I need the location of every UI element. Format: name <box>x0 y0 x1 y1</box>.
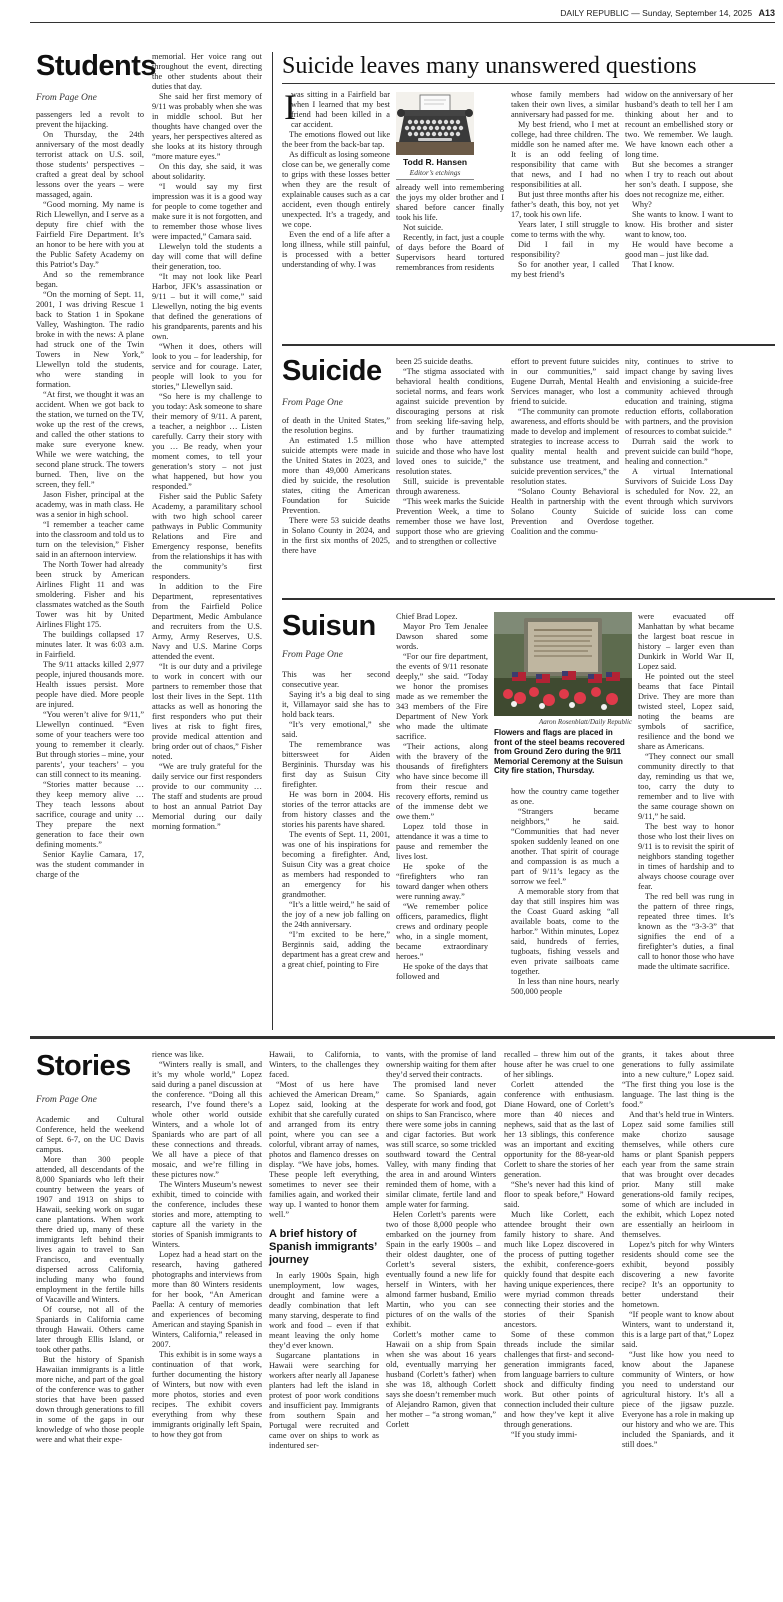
paragraph: He was born in 2004. His stories of the terror attacks are from history classes and the stories his parents have shared. <box>282 790 390 829</box>
paragraph: “She’s never had this kind of floor to speak before,” Howard said. <box>504 1180 614 1209</box>
paragraph: Senior Kaylie Camara, 17, was the student commander in charge of the <box>36 850 144 879</box>
memorial-photo <box>494 612 632 716</box>
header-text: DAILY REPUBLIC — Sunday, September 14, 2025 <box>560 8 753 18</box>
paragraph: Jason Fisher, principal at the academy, was in math class. He was a senior in high school. <box>36 490 144 519</box>
paragraph: In less than nine hours, nearly 500,000 people <box>511 977 619 996</box>
paragraph: The promised land never came. So Spaniards, again desperate for work and food, got on ships to San Francisco, where there were some jobs in canning and cigar factories. But work was still scarce, so some trickled southward toward the Central Valley, with many finding that the area in and around Winters reminded them of home, with a similar climate, fertile land and ample water for farming. <box>386 1080 496 1209</box>
paragraph: Durrah said the work to prevent suicide can build “hope, healing and connection.” <box>625 437 733 466</box>
paragraph: In early 1900s Spain, high unemployment, low wages, drought and famine were a deadly combination that left many starving, desperate to find work and food – even if that meant leaving the only home they’d ever known. <box>269 1271 379 1350</box>
suicide-col1 <box>282 416 390 556</box>
students-from-page-one: From Page One <box>36 93 97 103</box>
column-col4 <box>625 90 733 270</box>
photo-caption: Flowers and flags are placed in front of the steel beams recovered from Ground Zero during the 9/11 Memorial Ceremony at the Suisun City fire station, Thursday. <box>494 728 625 775</box>
paragraph: This was her second consecutive year. <box>282 670 390 689</box>
paragraph: Corlett attended the conference with enthusiasm. Diane Howard, one of Corlett’s more than 40 nieces and nephews, said that as the last of her 13 siblings, this conference was an important and exciting opportunity for the 88-year-old Corlett to share the stories of her generation. <box>504 1080 614 1179</box>
paragraph: “I’m excited to be here,” Berginnis said, adding the department has a great crew and a great chief, pointing to Fire <box>282 930 390 969</box>
author-box-rule <box>396 179 474 180</box>
paragraph: But the history of Spanish Hawaiian immigrants is a little more niche, and part of the goal of the conference was to gather stories that have been passed down through generations to fill in some of the gaps in our knowledge of who those people were and what their expe- <box>36 1355 144 1444</box>
paragraph: were evacuated off Manhattan by what became the largest boat rescue in history – larger even than Dunkirk in World War II, Lopez said. <box>638 612 734 671</box>
stories-col6 <box>622 1050 734 1450</box>
paragraph: been 25 suicide deaths. <box>396 357 473 366</box>
suisun-headline: Suisun <box>282 610 376 642</box>
paragraph: “Just like how you need to know about the Japanese community of Winters, or how you need to understand our agricultural history. It’s all a piece of the jigsaw puzzle. Everyone has a role in making up our history and who we are. This included the Spaniards, and it still does.” <box>622 1350 734 1449</box>
paragraph: Some of these common threads include the similar challenges that first- and second-generation immigrants faced, from language barriers to culture shock and difficulty finding work. But other points of connection included their culture and how they’ve kept it alive through generations. <box>504 1330 614 1429</box>
paragraph: But just three months after his father’s death, this boy, not yet 17, took his own life. <box>511 190 619 219</box>
paragraph: A memorable story from that day that still inspires him was the Coast Guard asking “all available boats, come to the harbor.” Within minutes, Lopez said, hundreds of ferries, tugboats, fishing vessels and even private sailboats came together. <box>511 887 619 976</box>
typewriter-photo <box>396 92 474 155</box>
paragraph: Mayor Pro Tem Jenalee Dawson shared some words. <box>396 622 488 651</box>
paragraph: “Good morning. My name is Rich Llewellyn, and I serve as a deputy fire chief with the Fairfield Fire Department. It’s an honor to be here with you at the Public Safety Academy on this Patriot’s Day.” <box>36 200 144 269</box>
paragraph: An estimated 1.5 million suicide attempts were made in the United States in 2023, and more than 49,000 Americans died by suicide, the resolution states, citing the American Foundation for Suicide Prevention. <box>282 436 390 515</box>
paragraph: Academic and Cultural Conference, held the weekend of Sept. 6-7, on the UC Davis campus. <box>36 1115 144 1154</box>
paragraph: The emotions flowed out like the beer from the back-bar tap. <box>282 130 390 149</box>
paragraph: A virtual International Survivors of Suicide Loss Day is scheduled for Nov. 22, an event through which survivors of suicide loss can come together. <box>625 467 733 526</box>
paragraph: The remembrance was bittersweet for Aiden Bergininis. Thursday was his first day as Suisun City firefighter. <box>282 740 390 789</box>
paragraph: vants, with the promise of land ownership waiting for them after they’d served their contracts. <box>386 1050 496 1079</box>
memorial-plaque-icon <box>494 612 632 716</box>
students-headline: Students <box>36 50 157 82</box>
paragraph: Saying it’s a big deal to sing it, Villamayor said she has to hold back tears. <box>282 690 390 719</box>
paragraph: effort to prevent future suicides in our communities,” said Eugene Durrah, Mental Health Services manager, who lost a friend to suicide. <box>511 357 619 406</box>
paragraph: She said her first memory of 9/11 was probably when she was in middle school. But her thoughts have changed over the years, her perspectives altered as she looks at its history through “more mature eyes.” <box>152 92 262 161</box>
paragraph: The Winters Museum’s newest exhibit, timed to coincide with the conference, includes these stories and more, attempting to capture all the variety in the stories of Spanish immigrants to Winters. <box>152 1180 262 1249</box>
column-divider <box>272 52 273 1030</box>
column-headline: Suicide leaves many unanswered questions <box>282 53 697 79</box>
paragraph: Of course, not all of the Spaniards in California came through Hawaii. Others came later through Ellis Island, or took other paths. <box>36 1305 144 1354</box>
paragraph: Even the end of a life after a long illness, while still painful, is processed with a better understanding of why. I was <box>282 230 390 269</box>
suicide-from-page-one: From Page One <box>282 398 343 408</box>
paragraph: The red bell was rung in the pattern of three rings, repeated three times. It’s known as the “3-3-3” that signifies the end of a firefighter’s duties, a final call to honor those who have made the ultimate sacrifice. <box>638 892 734 971</box>
paragraph: “On the morning of Sept. 11, 2001, I was driving Rescue 1 back to Station 1 in Spokane Valley, Washington. The radio broke in with the news: A plane had struck one of the Twin Towers in New York,” Llewellyn told the students, who were standing in formation. <box>36 290 144 389</box>
paragraph: As difficult as losing someone close can be, we generally come to grips with these losses better when they are the result of explainable causes such as a car accident, even though entirely unexpected. It’s a tragedy, and we cope. <box>282 150 390 229</box>
suicide-col4 <box>625 357 733 527</box>
stories-col2 <box>152 1050 262 1440</box>
paragraph: That I know. <box>632 260 675 269</box>
paragraph: The events of Sept. 11, 2001, was one of his inspirations for becoming a firefighter. And, Suisun City was a great choice as members had responded to an emergency for his grandmother. <box>282 830 390 899</box>
paragraph: Not suicide. <box>403 223 444 232</box>
paragraph: widow on the anniversary of her husband’s death to tell her I am thinking about her and to recount an embellished story or two. We remember. We laugh. We have known each other a long time. <box>625 90 733 159</box>
suisun-col4 <box>638 612 734 972</box>
paragraph: Much like Corlett, each attendee brought their own family history to share. And much like Lopez discovered in the process of putting together the exhibit, conference-goers quickly found that despite each having unique experiences, there were myriad common threads connecting their stories and the stories of their Spanish ancestors. <box>504 1210 614 1329</box>
typewriter-icon <box>396 92 474 155</box>
paragraph: “Most of us here have achieved the American Dream,” Lopez said, looking at the exhibit that she carefully curated and arranged from its entry point, where you can see a colorful, vibrant array of names, photos and flamenco dresses on display. “We have jobs, homes. These people left everything, sometimes to never see their families again, and worked their way up. I wanted to honor them well.” <box>269 1080 379 1219</box>
paragraph: My best friend, who I met at college, had three children. The middle son he named after me. It is an odd feeling of responsibility that came with that news, and I had no responsibilities at all. <box>511 120 619 189</box>
paragraph: More than 300 people attended, all descendants of the 8,000 Spaniards who left their country between the years of 1907 and 1913 on ships to Hawaii, seeking work on sugar cane plantations. When work there dried up, many of these immigrants left behind their lives again to travel to San Francisco, and eventually dispersed across California, including many who found employment in the fertile hills of Vacaville and Winters. <box>36 1155 144 1304</box>
paragraph: “When it does, others will look to you – for leadership, for service and for courage. Later, people will look to you for stories,” Llewellyn said. <box>152 342 262 391</box>
stories-col4 <box>386 1050 496 1430</box>
paragraph: On this day, she said, it was about solidarity. <box>152 162 262 181</box>
paragraph: memorial. Her voice rang out throughout the event, directing the other students about their duties that day. <box>152 52 262 91</box>
paragraph: “Winters really is small, and it’s my whole world,” Lopez said during a panel discussion at the conference. “Doing all this research, I’ve found there’s a whole other world outside Winters, and a whole lot of Spaniards who are part of all these connections and threads. We all have a piece of that mosaic, and we’re filling in these pictures now.” <box>152 1060 262 1179</box>
paragraph: Lopez had a head start on the research, having gathered photographs and interviews from more than 80 Winters residents for her book, “An American Paella: A century of memories and experiences of becoming American and staying Spanish in Winters, California,” released in 2007. <box>152 1250 262 1349</box>
paragraph: passengers led a revolt to prevent the hijacking. <box>36 110 144 129</box>
author-name: Todd R. Hansen <box>402 157 468 167</box>
paragraph: “It is our duty and a privilege to work in concert with our partners to remember those that lost their lives in the Sept. 11th attacks as well as honoring the first responders who put their lives at risk to fight fires, provide medical attention and bring order out of chaos,” Fisher noted. <box>152 662 262 761</box>
paragraph: “The stigma associated with behavioral health conditions, societal norms, and fears work against suicide prevention by discouraging persons at risk from seeking life-saving help, and by further traumatizing those who have attempted suicide and those who have lost loved ones to suicide,” the resolution states. <box>396 367 504 476</box>
paragraph: Lopez’s pitch for why Winters residents should come see the exhibit, beyond possibly discovering a new favorite recipe? It’s an opportunity to better understand their hometown. <box>622 1240 734 1309</box>
paragraph: In addition to the Fire Department, representatives from the Fairfield Police Department, Medic Ambulance and recruiters from the U.S. Army, Army Reserves, U.S. Navy and U.S. Marine Corps attended the event. <box>152 582 262 661</box>
paragraph: “Strangers became neighbors,” he said. “Communities that had never spoken suddenly leaned on one another. That spirit of courage and compassion is as much a part of 9/11’s legacy as the sorrow we feel.” <box>511 807 619 886</box>
students-col2 <box>152 52 262 832</box>
stories-top-rule <box>30 1036 775 1039</box>
paragraph: whose family members had taken their own lives, a similar anniversary had passed for me. <box>511 90 619 119</box>
paragraph: She wants to know. I want to know. His brother and sister want to know, too. <box>625 210 733 239</box>
paragraph: “This week marks the Suicide Prevention Week, a time to remember those we have lost, support those who are grieving and to strengthen or collective <box>396 497 504 546</box>
paragraph: “Their actions, along with the bravery of the thousands of firefighters who have since become ill from their rescue and recovery efforts, remind us of the immense debt we owe them.” <box>396 742 488 821</box>
paragraph: Chief Brad Lopez. <box>396 612 458 621</box>
paragraph: “We are truly grateful for the daily service our first responders provide to our community … The staff and students are proud to host an annual Patriot Day Memorial during our daily morning formation.” <box>152 762 262 831</box>
column-col2 <box>396 183 504 273</box>
paragraph: Sugarcane plantations in Hawaii were searching for workers after nearly all Japanese planters had left the island in protest of poor work conditions and insufficient pay. Immigrants from southern Spain and Portugal were recruited and came over on ships to work as indentured ser- <box>269 1351 379 1450</box>
section-rule <box>282 344 775 346</box>
paragraph: The 9/11 attacks killed 2,977 people, injured thousands more. Health issues persist. More people have died. More people are injured. <box>36 660 144 709</box>
paragraph: Lopez told those in attendance it was a time to pause and remember the lives lost. <box>396 822 488 861</box>
paragraph: “So here is my challenge to you today: Ask someone to share their memory of 9/11. A parent, a teacher, a neighbor … Listen carefully. Carry their story with you … Be ready, when your moment comes, to tell your generation’s story – not just what happened, but how you responded.” <box>152 392 262 491</box>
paragraph: “Solano County Behavioral Health in partnership with the Solano County Suicide Prevention and Overdose Coalition and the commu- <box>511 487 619 536</box>
paragraph: Fisher said the Public Safety Academy, a paramilitary school with two high school career pathways in Public Community Relations and Fire and Emergency response, benefits from the relationships it has with the community’s first responders. <box>152 492 262 581</box>
column-col3 <box>511 90 619 280</box>
paragraph: So for another year, I called my best friend’s <box>511 260 619 279</box>
paragraph: grants, it takes about three generations to fully assimilate into a new culture,” Lopez said. “The first thing you lose is the language. The last thing is the food.” <box>622 1050 734 1109</box>
paragraph: The North Tower had already been struck by American Airlines Flight 11 and was smoldering. Fisher and his classmates watched as the South Tower was hit by United Airlines Flight 175. <box>36 560 144 629</box>
paragraph: “For our fire department, the events of 9/11 resonate deeply,” she said. “Today we honor the promises made as we remember the 343 members of the Fire Department of New York who made the ultimate sacrifice. <box>396 652 488 741</box>
paragraph: nity, continues to strive to impact change by saving lives and envisioning a suicide-free community achieved through education and training, stigma reduction efforts, collaboration with partners, and the provision of resources to combat suicide.” <box>625 357 733 436</box>
paragraph: was sitting in a Fairfield bar when I learned that my best friend had been killed in a car accident. <box>291 90 390 129</box>
paragraph: There were 53 suicide deaths in Solano County in 2024, and in the first six months of 2025, there have <box>282 516 390 555</box>
suisun-col3 <box>511 787 619 997</box>
paragraph: But she becomes a stranger when I try to reach out about her son’s death. I suppose, she does not recognize me, either. <box>625 160 733 199</box>
suisun-col1 <box>282 670 390 970</box>
paragraph: The buildings collapsed 17 minutes later. It was 6:03 a.m. in Fairfield. <box>36 630 144 659</box>
page-header <box>530 8 775 18</box>
paragraph: “It’s a little weird,” he said of the joy of a new job falling on the 24th anniversary. <box>282 900 390 929</box>
paragraph: of death in the United States,” the resolution begins. <box>282 416 390 435</box>
paragraph: Helen Corlett’s parents were two of those 8,000 people who embarked on the journey from Spain in the early 1900s – and their oldest daughter, one of Corlett’s several sisters, eventually found a new life for herself in Winters, with her almond farmer husband, Emilio Martin, who you can see pictures of on the walls of the exhibit. <box>386 1210 496 1329</box>
drop-cap: I <box>284 87 296 127</box>
section-rule <box>282 598 775 600</box>
paragraph: “If you study immi- <box>511 1430 578 1439</box>
paragraph: He pointed out the steel beams that face Pintail Drive. They are more than twisted steel, Lopez said, noting the beams are symbols of sacrifice, resilience and the bond we share as Americans. <box>638 672 734 751</box>
paragraph: And that’s held true in Winters. Lopez said some families still make chorizo sausage themselves, while others cure hams or plant Spanish peppers each year from the same strain that was brought over decades prior. Many still make generations-old family recipes, some of which are included in the exhibit, which Lopez noted are essentially an heirloom in themselves. <box>622 1110 734 1239</box>
paragraph: “It may not look like Pearl Harbor, JFK’s assassination or 9/11 – but it will come,” said Llewellyn, noting the big events that defined the generations of his grandparents, parents and his own. <box>152 272 262 341</box>
suicide-col2 <box>396 357 504 547</box>
paragraph: “At first, we thought it was an accident. When we got back to the station, we turned on the TV, woke up the rest of the crews, and called the other stations to make sure everyone knew. While we were watching, the second plane struck. The towers burned. Then, live on the screen, they fell.” <box>36 390 144 489</box>
paragraph: Recently, in fact, just a couple of days before the Board of Supervisors heard tortured remembrances from residents <box>396 233 504 272</box>
paragraph: Corlett’s mother came to Hawaii on a ship from Spain when she was about 16 years old, eventually marrying her husband (Corlett’s father) when she was 18, although Corlett says she doesn’t remember much of Alejandro Ramon, given that her mother – “a strong woman,” Corlett <box>386 1330 496 1429</box>
paragraph: Llewelyn told the students a day will come that will define their generation, too. <box>152 242 262 271</box>
paragraph: “It’s very emotional,” she said. <box>282 720 390 739</box>
stories-col1 <box>36 1115 144 1445</box>
page-number: A13 <box>758 8 775 18</box>
paragraph: Did I fail in my responsibility? <box>511 240 619 259</box>
stories-subhead: A brief history of Spanish immigrants’ journey <box>269 1228 377 1266</box>
paragraph: “They connect our small community directly to that day, reminding us that we, too, carry the duty to remember and to live with the same courage shown on 9/11,” he said. <box>638 752 734 821</box>
paragraph: “I remember a teacher came into the classroom and told us to turn on the television,” Fisher said in an afternoon interview. <box>36 520 144 559</box>
paragraph: He would have become a good man – just like dad. <box>625 240 733 259</box>
paragraph: already well into remembering the joys my older brother and I shared before cancer finally took his life. <box>396 183 504 222</box>
paragraph: “We remember police officers, paramedics, flight crews and ordinary people who, in a single moment, became extraordinary heroes.” <box>396 902 488 961</box>
suisun-from-page-one: From Page One <box>282 650 343 660</box>
suisun-col2 <box>396 612 488 982</box>
paragraph: “If people want to know about Winters, want to understand it, this is a large part of that,” Lopez said. <box>622 1310 734 1349</box>
paragraph: “I would say my first impression was it is a good way for people to come together and make sure it is not forgotten, and to remember those whose lives were impacted,” Camara said. <box>152 182 262 241</box>
suicide-headline: Suicide <box>282 355 382 387</box>
paragraph: “The community can promote awareness, and efforts should be made to develop and implement strategies to increase access to quality mental health and substance use treatment, and suicide prevention services,” the resolution states. <box>511 407 619 486</box>
paragraph: Why? <box>632 200 652 209</box>
stories-col5 <box>504 1050 614 1440</box>
suicide-col3 <box>511 357 619 537</box>
column-col1 <box>282 87 390 270</box>
paragraph: He spoke of the “firefighters who ran toward danger when others were running away.” <box>396 862 488 901</box>
paragraph: Years later, I still struggle to come to terms with the why. <box>511 220 619 239</box>
paragraph: recalled – threw him out of the house after he was cruel to one of her siblings. <box>504 1050 614 1079</box>
paragraph: how the country came together as one. <box>511 787 619 806</box>
stories-from-page-one: From Page One <box>36 1095 97 1105</box>
paragraph: Still, suicide is preventable through awareness. <box>396 477 504 496</box>
students-col1 <box>36 110 144 880</box>
paragraph: And so the remembrance began. <box>36 270 144 289</box>
photo-credit: Aaron Rosenblatt/Daily Republic <box>538 718 632 726</box>
stories-col3 <box>269 1050 379 1451</box>
paragraph: Hawaii, to California, to Winters, to the challenges they faced. <box>269 1050 379 1079</box>
paragraph: This exhibit is in some ways a continuation of that work, further documenting the history of Winters, but now with even more photos, stories and even recipes. The exhibit covers everything from why these immigrants originally left Spain, to how they got from <box>152 1350 262 1439</box>
paragraph: On Thursday, the 24th anniversary of the most deadly terrorist attack on U.S. soil, those students’ perspectives – crafted a great deal by school lessons over the years – were massaged, again. <box>36 130 144 199</box>
paragraph: The best way to honor those who lost their lives on 9/11 is to revisit the spirit of neighbors standing together in times of hardship and to always choose courage over fear. <box>638 822 734 891</box>
paragraph: “Stories matter because … they keep memory alive … They teach lessons about sacrifice, courage and unity … They prepare the next generation to face their own defining moments.” <box>36 780 144 849</box>
column-headline-rule <box>282 83 775 84</box>
header-rule <box>30 22 775 23</box>
stories-headline: Stories <box>36 1050 131 1082</box>
author-title: Editor’s etchings <box>409 168 461 177</box>
paragraph: He spoke of the days that followed and <box>396 962 488 981</box>
paragraph: “You weren’t alive for 9/11,” Llewellyn continued. “Even some of your teachers were too young to remember it clearly. But through stories – mine, your parents’, your teachers’ – you can still connect to its meaning. <box>36 710 144 779</box>
paragraph: rience was like. <box>152 1050 204 1059</box>
